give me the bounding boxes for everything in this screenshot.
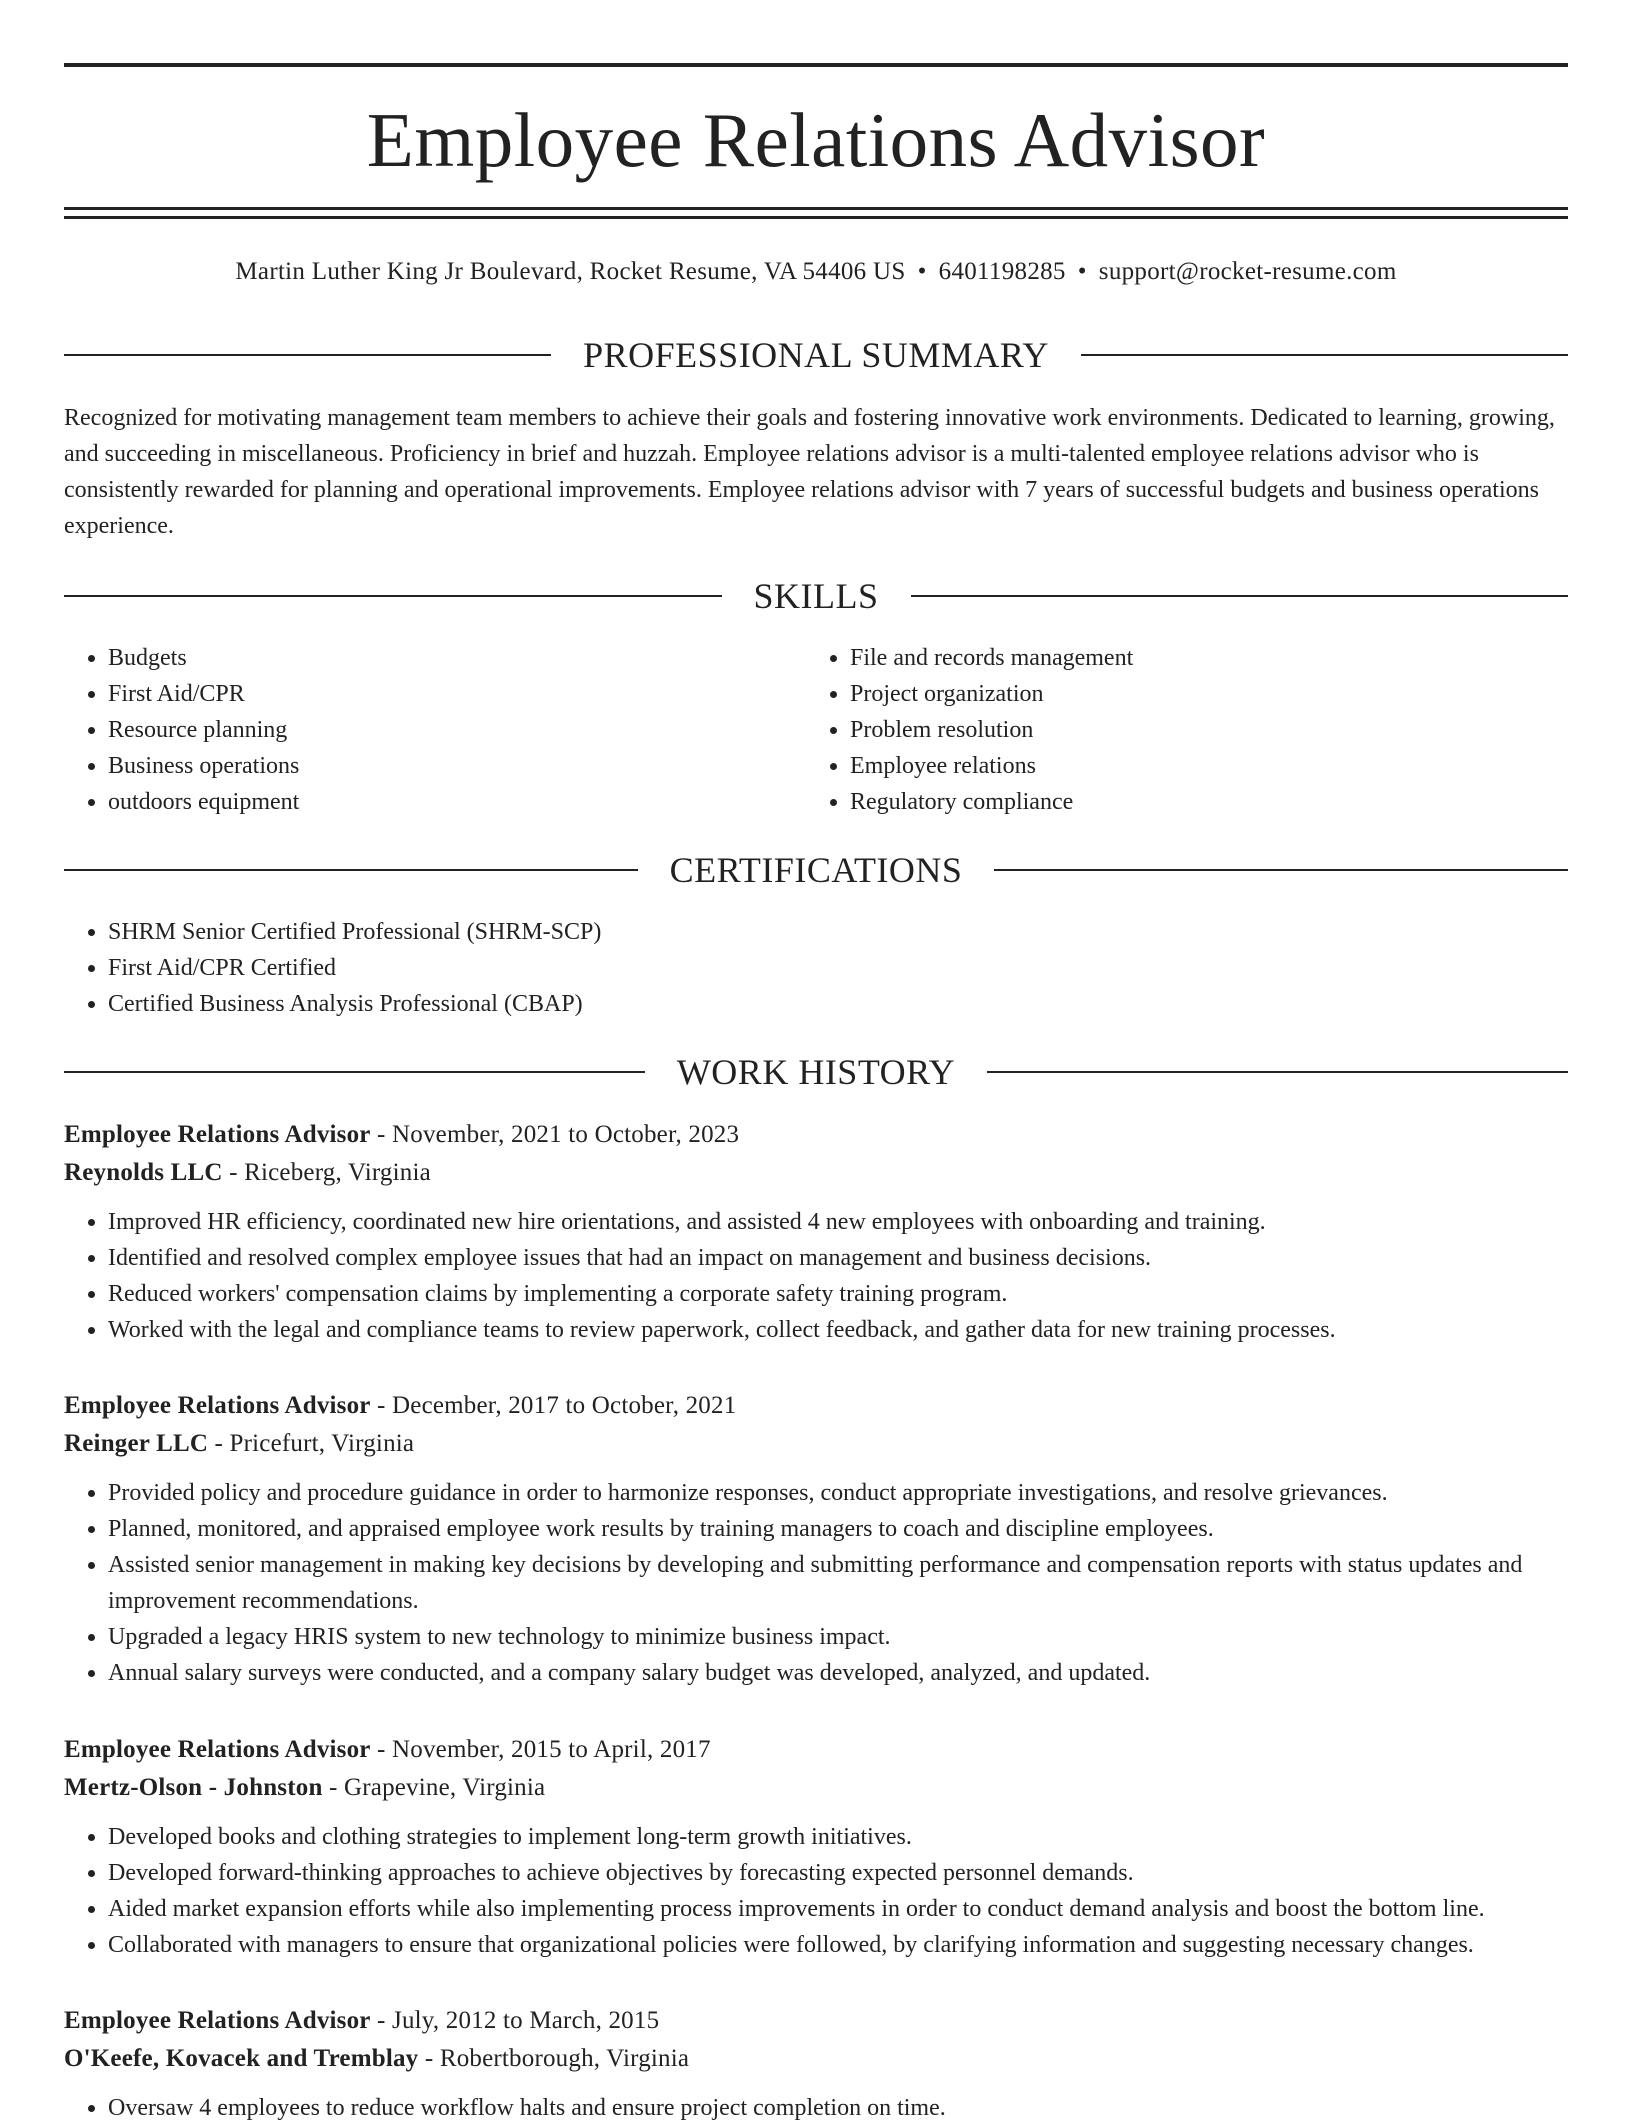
job-dates: - November, 2015 to April, 2017	[370, 1736, 711, 1763]
job-bullet: • Provided policy and procedure guidance in order to harmonize responses, conduct appropriate investigations, and resolve grievances.	[108, 1475, 1568, 1511]
job-location: - Robertborough, Virginia	[418, 2045, 690, 2072]
job-company: Reinger LLC	[64, 1430, 209, 1457]
certifications-list	[64, 914, 1568, 1022]
job-bullet: • Collaborated with managers to ensure that organizational policies were followed, by clarifying information and suggesting necessary changes.	[108, 1927, 1568, 1963]
title-rule-lower	[64, 216, 1568, 219]
job-bullet: • Developed books and clothing strategies to implement long-term growth initiatives.	[108, 1819, 1568, 1855]
contact-email: support@rocket-resume.com	[1098, 258, 1397, 285]
contact-line	[64, 254, 1568, 290]
section-heading-certifications	[64, 848, 1568, 892]
job-company: Mertz-Olson - Johnston	[64, 1774, 323, 1801]
job-dates: - November, 2021 to October, 2023	[370, 1121, 740, 1148]
job-bullet: • Assisted senior management in making key decisions by developing and submitting performance and compensation reports with status updates and improvement recommendations.	[108, 1547, 1568, 1619]
heading-rule-right	[911, 595, 1569, 597]
skill-item: • outdoors equipment	[108, 784, 806, 820]
job-title-line	[64, 1116, 1568, 1154]
contact-separator: •	[1077, 258, 1087, 285]
job-title: Employee Relations Advisor	[64, 1392, 371, 1419]
section-heading-work-history	[64, 1050, 1568, 1094]
job-company: Reynolds LLC	[64, 1159, 223, 1186]
section-heading-label: PROFESSIONAL SUMMARY	[583, 335, 1049, 375]
job-bullet: • Reduced workers' compensation claims by implementing a corporate safety training program.	[108, 1276, 1568, 1312]
job-company-line	[64, 1769, 1568, 1807]
heading-rule-right	[987, 1071, 1568, 1073]
certification-item: • Certified Business Analysis Professional (CBAP)	[108, 986, 1568, 1022]
job-location: - Pricefurt, Virginia	[208, 1430, 415, 1457]
section-heading-label: SKILLS	[753, 576, 879, 616]
skill-item: • Business operations	[108, 748, 806, 784]
heading-rule-left	[64, 354, 551, 356]
skills-column-left	[64, 640, 806, 820]
job-title: Employee Relations Advisor	[64, 2007, 371, 2034]
section-heading-summary	[64, 333, 1568, 377]
resume-title: Employee Relations Advisor	[366, 97, 1266, 183]
job-company-line	[64, 1154, 1568, 1192]
section-heading-label: WORK HISTORY	[676, 1052, 956, 1092]
job-bullet: • Identified and resolved complex employee issues that had an impact on management and business decisions.	[108, 1240, 1568, 1276]
contact-phone: 6401198285	[938, 258, 1066, 285]
heading-rule-right	[994, 869, 1568, 871]
skills-column-right	[806, 640, 1548, 820]
job-title-line	[64, 1731, 1568, 1769]
certification-item: • SHRM Senior Certified Professional (SHRM-SCP)	[108, 914, 1568, 950]
job-bullet: • Aided market expansion efforts while also implementing process improvements in order to conduct demand analysis and boost the bottom line.	[108, 1891, 1568, 1927]
skills-list	[64, 640, 1568, 820]
job-dates: - July, 2012 to March, 2015	[370, 2007, 660, 2034]
job-location: - Riceberg, Virginia	[222, 1159, 431, 1186]
skill-item: • Regulatory compliance	[850, 784, 1548, 820]
heading-rule-left	[64, 1071, 645, 1073]
job-entry	[64, 2002, 1568, 2126]
heading-rule-left	[64, 869, 638, 871]
section-heading-skills	[64, 574, 1568, 618]
job-title-line	[64, 1387, 1568, 1425]
section-heading-label: CERTIFICATIONS	[669, 850, 963, 890]
skill-item: • Resource planning	[108, 712, 806, 748]
job-entry	[64, 1116, 1568, 1348]
skill-item: • Project organization	[850, 676, 1548, 712]
job-title-line	[64, 2002, 1568, 2040]
skill-item: • File and records management	[850, 640, 1548, 676]
job-title: Employee Relations Advisor	[64, 1736, 371, 1763]
job-bullet: • Oversaw 4 employees to reduce workflow halts and ensure project completion on time.	[108, 2090, 1568, 2126]
summary-text: Recognized for motivating management team members to achieve their goals and fostering innovative work environments. Dedicated to learning, growing, and succeeding in miscellaneous. Proficiency in brief and huzzah. Employee relations advisor is a multi-talented employee relations advisor who is consistently rewarded for planning and operational improvements. Employee relations advisor with 7 years of successful budgets and business operations experience.	[64, 405, 1555, 539]
job-company-line	[64, 1425, 1568, 1463]
job-bullet: • Worked with the legal and compliance teams to review paperwork, collect feedback, and gather data for new training processes.	[108, 1312, 1568, 1348]
skill-item: • Employee relations	[850, 748, 1548, 784]
job-company: O'Keefe, Kovacek and Tremblay	[64, 2045, 419, 2072]
job-location: - Grapevine, Virginia	[322, 1774, 546, 1801]
job-bullet: • Improved HR efficiency, coordinated new hire orientations, and assisted 4 new employees with onboarding and training.	[108, 1204, 1568, 1240]
top-rule	[64, 63, 1568, 67]
certification-item: • First Aid/CPR Certified	[108, 950, 1568, 986]
job-entry	[64, 1731, 1568, 1963]
job-bullet: • Developed forward-thinking approaches to achieve objectives by forecasting expected personnel demands.	[108, 1855, 1568, 1891]
title-rule-upper	[64, 207, 1568, 210]
job-bullet: • Planned, monitored, and appraised employee work results by training managers to coach and discipline employees.	[108, 1511, 1568, 1547]
heading-rule-left	[64, 595, 722, 597]
contact-separator: •	[917, 258, 927, 285]
heading-rule-right	[1081, 354, 1568, 356]
job-company-line	[64, 2040, 1568, 2078]
job-bullet: • Annual salary surveys were conducted, and a company salary budget was developed, analyzed, and updated.	[108, 1655, 1568, 1691]
contact-address: Martin Luther King Jr Boulevard, Rocket Resume, VA 54406 US	[235, 258, 906, 285]
job-bullet: • Upgraded a legacy HRIS system to new technology to minimize business impact.	[108, 1619, 1568, 1655]
job-dates: - December, 2017 to October, 2021	[370, 1392, 737, 1419]
job-title: Employee Relations Advisor	[64, 1121, 371, 1148]
job-entry	[64, 1387, 1568, 1691]
skill-item: • First Aid/CPR	[108, 676, 806, 712]
skill-item: • Budgets	[108, 640, 806, 676]
skill-item: • Problem resolution	[850, 712, 1548, 748]
